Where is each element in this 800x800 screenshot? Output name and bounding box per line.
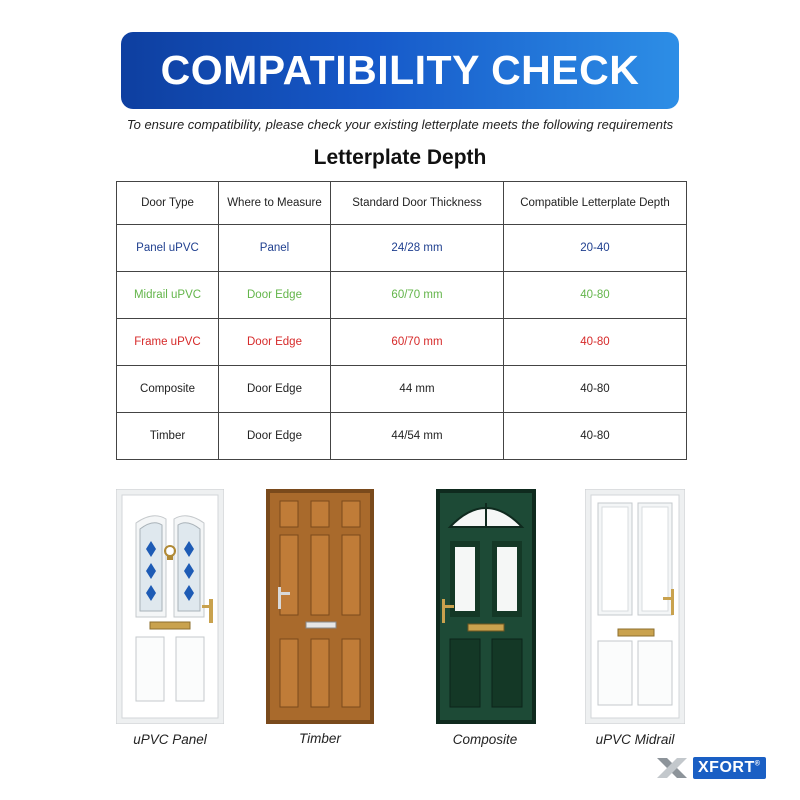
where-to-measure-cell: Door Edge [219,413,331,460]
door-type-cell: Midrail uPVC [117,272,219,319]
where-to-measure-cell: Door Edge [219,272,331,319]
letterplate-depth-cell: 40-80 [504,366,687,413]
table-row [117,225,687,272]
table-row [117,272,687,319]
door-type-cell: Panel uPVC [117,225,219,272]
section-title: Letterplate Depth [313,146,487,169]
letterplate-depth-cell: 40-80 [504,319,687,366]
door-caption: uPVC Midrail [595,732,675,747]
title-banner [121,32,679,109]
door-thickness-cell: 60/70 mm [331,319,504,366]
door-thickness-cell: 44/54 mm [331,413,504,460]
column-header-door-thickness: Standard Door Thickness [331,182,504,225]
door-type-cell: Timber [117,413,219,460]
column-header-letterplate-depth: Compatible Letterplate Depth [504,182,687,225]
x-mark-icon [655,756,689,780]
timber-door-icon [266,489,374,729]
door-caption: Timber [299,731,341,746]
door-thickness-cell: 44 mm [331,366,504,413]
where-to-measure-cell: Panel [219,225,331,272]
xfort-logo [655,756,766,780]
table-row [117,319,687,366]
where-to-measure-cell: Door Edge [219,366,331,413]
table-row [117,413,687,460]
table-header-row [117,182,687,225]
door-caption: uPVC Panel [133,732,207,747]
door-caption: Composite [452,732,518,747]
door-thickness-cell: 24/28 mm [331,225,504,272]
letterplate-depth-cell: 40-80 [504,413,687,460]
page-title: COMPATIBILITY CHECK [160,47,640,93]
column-header-where-to-measure: Where to Measure [219,182,331,225]
letterplate-depth-table [116,181,687,460]
subtitle: To ensure compatibility, please check your existing letterplate meets the following requirements [126,117,674,132]
column-header-door-type: Door Type [117,182,219,225]
table-row [117,366,687,413]
door-type-cell: Composite [117,366,219,413]
brand-name: XFORT® [693,757,766,779]
upvc-panel-door-icon [116,489,224,729]
upvc-midrail-door-icon [585,489,685,729]
where-to-measure-cell: Door Edge [219,319,331,366]
door-thickness-cell: 60/70 mm [331,272,504,319]
letterplate-depth-cell: 20-40 [504,225,687,272]
composite-door-icon [436,489,536,729]
letterplate-depth-cell: 40-80 [504,272,687,319]
door-type-cell: Frame uPVC [117,319,219,366]
